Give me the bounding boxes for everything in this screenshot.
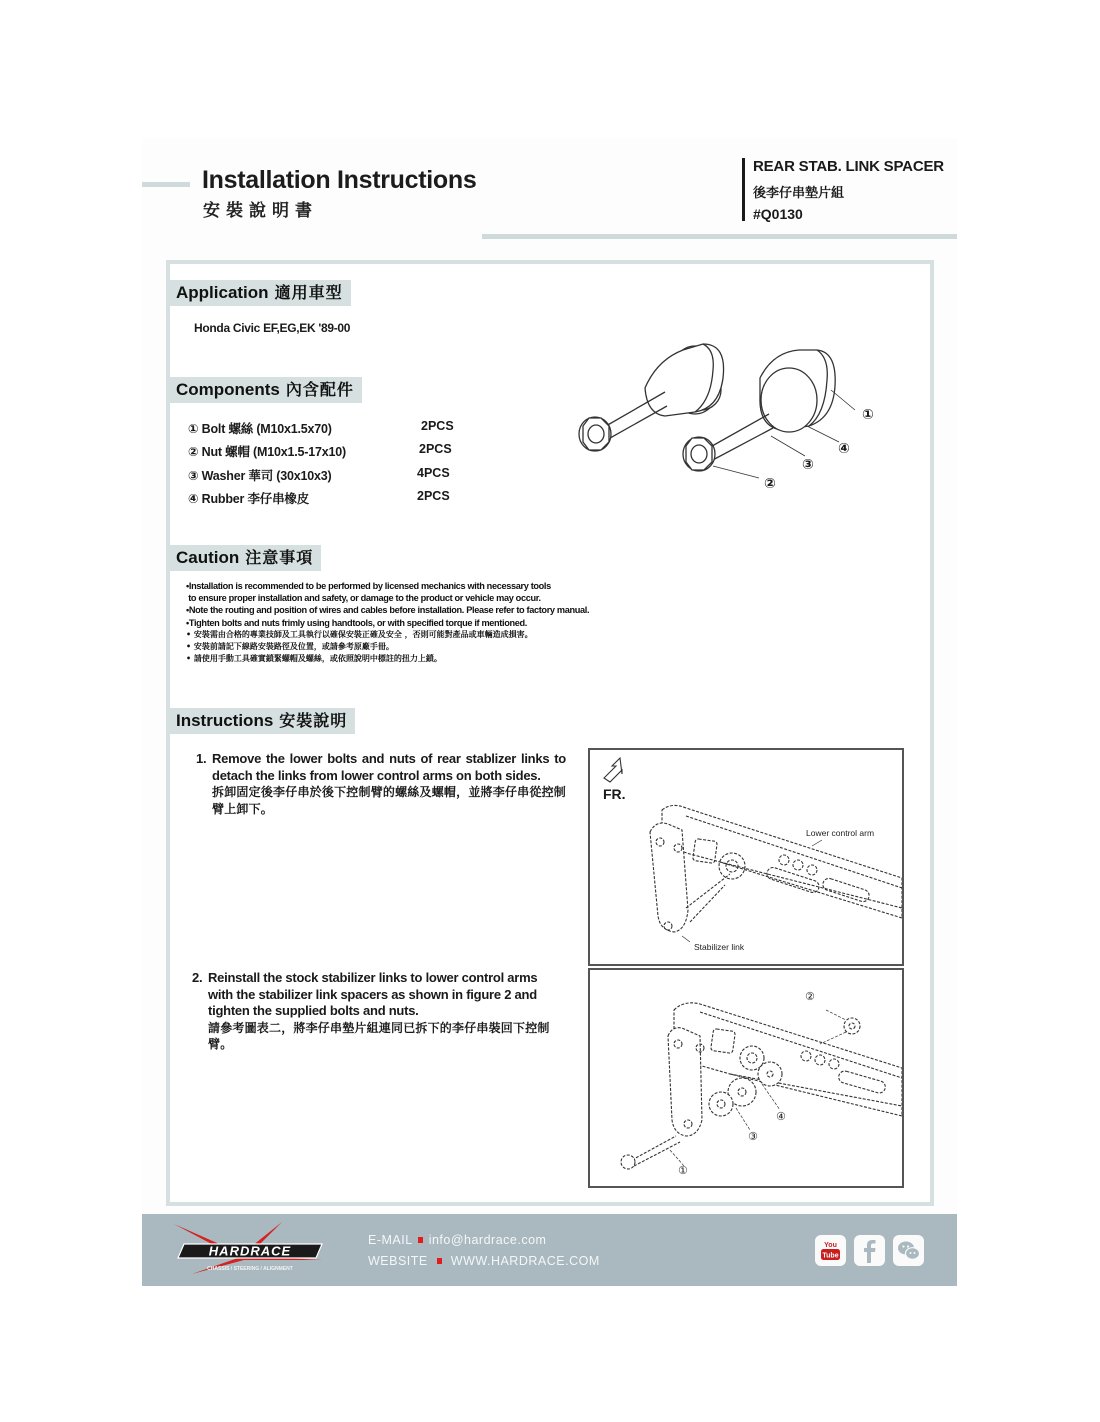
figure-2-drawing [590,970,902,1186]
instruction-step-1 [196,751,566,817]
components-heading-en: Components [176,380,280,399]
callout-2: ② [764,476,776,492]
instructions-heading-en: Instructions [176,711,274,730]
callout-3: ③ [802,457,814,473]
figure-2-callout-2: ② [805,990,815,1003]
component-number: ② [188,445,199,459]
component-name: Nut 螺帽 (M10x1.5-17x10) [201,445,346,459]
caution-line: to ensure proper installation and safety, or damage to the product or vehicle may occur. [186,593,541,604]
product-name-cn: 後李仔串墊片組 [753,186,845,201]
caution-line: •Installation is recommended to be performed by licensed mechanics with necessary tools [186,581,551,591]
instructions-heading [170,708,355,734]
email-label: E-MAIL [368,1233,413,1247]
step-text: Reinstall the stock stabilizer links to lower control arms with the stabilizer link spacers as shown in figure 2 and tighten the supplied bolts and nuts. [208,970,538,1018]
caution-heading-cn: 注意事項 [245,548,314,567]
component-name: Bolt 螺絲 (M10x1.5x70) [201,422,332,436]
figure-1 [588,748,904,966]
component-number: ④ [188,492,199,506]
callout-1: ① [862,407,874,423]
step-text-cn: 拆卸固定後李仔串於後下控制臂的螺絲及螺帽，並將李仔串從控制臂上卸下。 [212,785,566,816]
caution-line: •Note the routing and position of wires and cables before installation. Please refer to factory manual. [186,605,590,616]
email-link[interactable]: info@hardrace.com [428,1233,547,1247]
step-text: Remove the lower bolts and nuts of rear stablizer links to detach the links from lower control arms on both sides. [212,751,566,783]
component-qty: 2PCS [421,419,454,433]
product-name: REAR STAB. LINK SPACER [753,158,944,175]
instructions-heading-cn: 安裝說明 [279,711,348,730]
component-item [188,489,309,507]
caution-line-cn: • 請使用手動工具確實鎖緊螺帽及螺絲，或依照說明中標註的扭力上鎖。 [186,654,442,664]
component-name: Rubber 李仔串橡皮 [201,492,309,506]
front-arrow-icon [604,758,622,782]
stabilizer-link-label: Stabilizer link [694,942,745,952]
application-heading-cn: 適用車型 [274,283,343,302]
youtube-icon-text-bottom: Tube [822,1252,839,1260]
hardrace-logo [172,1220,332,1275]
website-link[interactable]: WWW.HARDRACE.COM [450,1254,600,1268]
figure-2-callout-1: ① [678,1164,688,1177]
component-number: ① [188,422,199,436]
red-square-bullet [437,1258,442,1264]
component-number: ③ [188,469,199,483]
components-heading [170,377,362,403]
application-vehicle: Honda Civic EF,EG,EK '89-00 [194,321,351,335]
step-text-cn: 請參考圖表二，將李仔串墊片組連同已拆下的李仔串裝回下控制臂。 [208,1020,550,1051]
caution-heading-en: Caution [176,548,240,567]
instruction-step-2 [192,970,564,1053]
parts-illustration [555,330,895,510]
application-heading-en: Application [176,283,269,302]
caution-line-cn: • 安裝需由合格的專業技師及工具執行以確保安裝正確及安全 ，否則可能對產品或車輛造成損害。 [186,629,533,639]
youtube-icon-text-top: You [824,1242,837,1249]
caution-line: •Tighten bolts and nuts frimly using handtools, or with specified torque if mentioned. [186,617,527,628]
page-title-cn: 安裝說明書 [203,201,318,221]
caution-list [186,580,589,665]
component-qty: 4PCS [417,466,450,480]
spacer-assembly-left [579,342,724,451]
youtube-icon[interactable] [815,1235,846,1266]
front-direction-label: FR. [603,786,626,802]
wechat-icon[interactable] [893,1235,924,1266]
step-number: 1. [196,751,207,766]
logo-tagline: CHASSIS / STEERING / ALIGNMENT [207,1266,293,1272]
components-heading-cn: 內含配件 [285,380,354,399]
header-rule-left [142,182,190,187]
caution-line-cn: • 安裝前請記下線路安裝路徑及位置，或請參考原廠手冊。 [186,642,394,652]
caution-heading [170,545,321,571]
footer-email [368,1233,546,1247]
component-item [188,442,346,460]
website-label: WEBSITE [368,1254,428,1268]
figure-2-callout-3: ③ [748,1130,758,1143]
logo-wordmark: HARDRACE [208,1243,292,1259]
component-item [188,419,332,437]
footer-website [368,1254,600,1268]
lower-control-arm-label: Lower control arm [806,828,875,838]
component-item [188,466,332,484]
callout-4: ④ [838,441,850,457]
component-qty: 2PCS [417,489,450,503]
component-name: Washer 華司 (30x10x3) [201,469,332,483]
product-code: #Q0130 [753,206,803,222]
facebook-icon[interactable] [854,1235,885,1266]
figure-2-callout-4: ④ [776,1110,786,1123]
header-rule-right [482,234,957,239]
figure-1-drawing [590,750,902,964]
component-qty: 2PCS [419,442,452,456]
page-title: Installation Instructions [202,166,477,194]
product-divider [742,158,745,221]
application-heading [170,280,351,306]
step-number: 2. [192,970,203,985]
figure-2 [588,968,904,1188]
red-square-bullet [418,1237,423,1243]
